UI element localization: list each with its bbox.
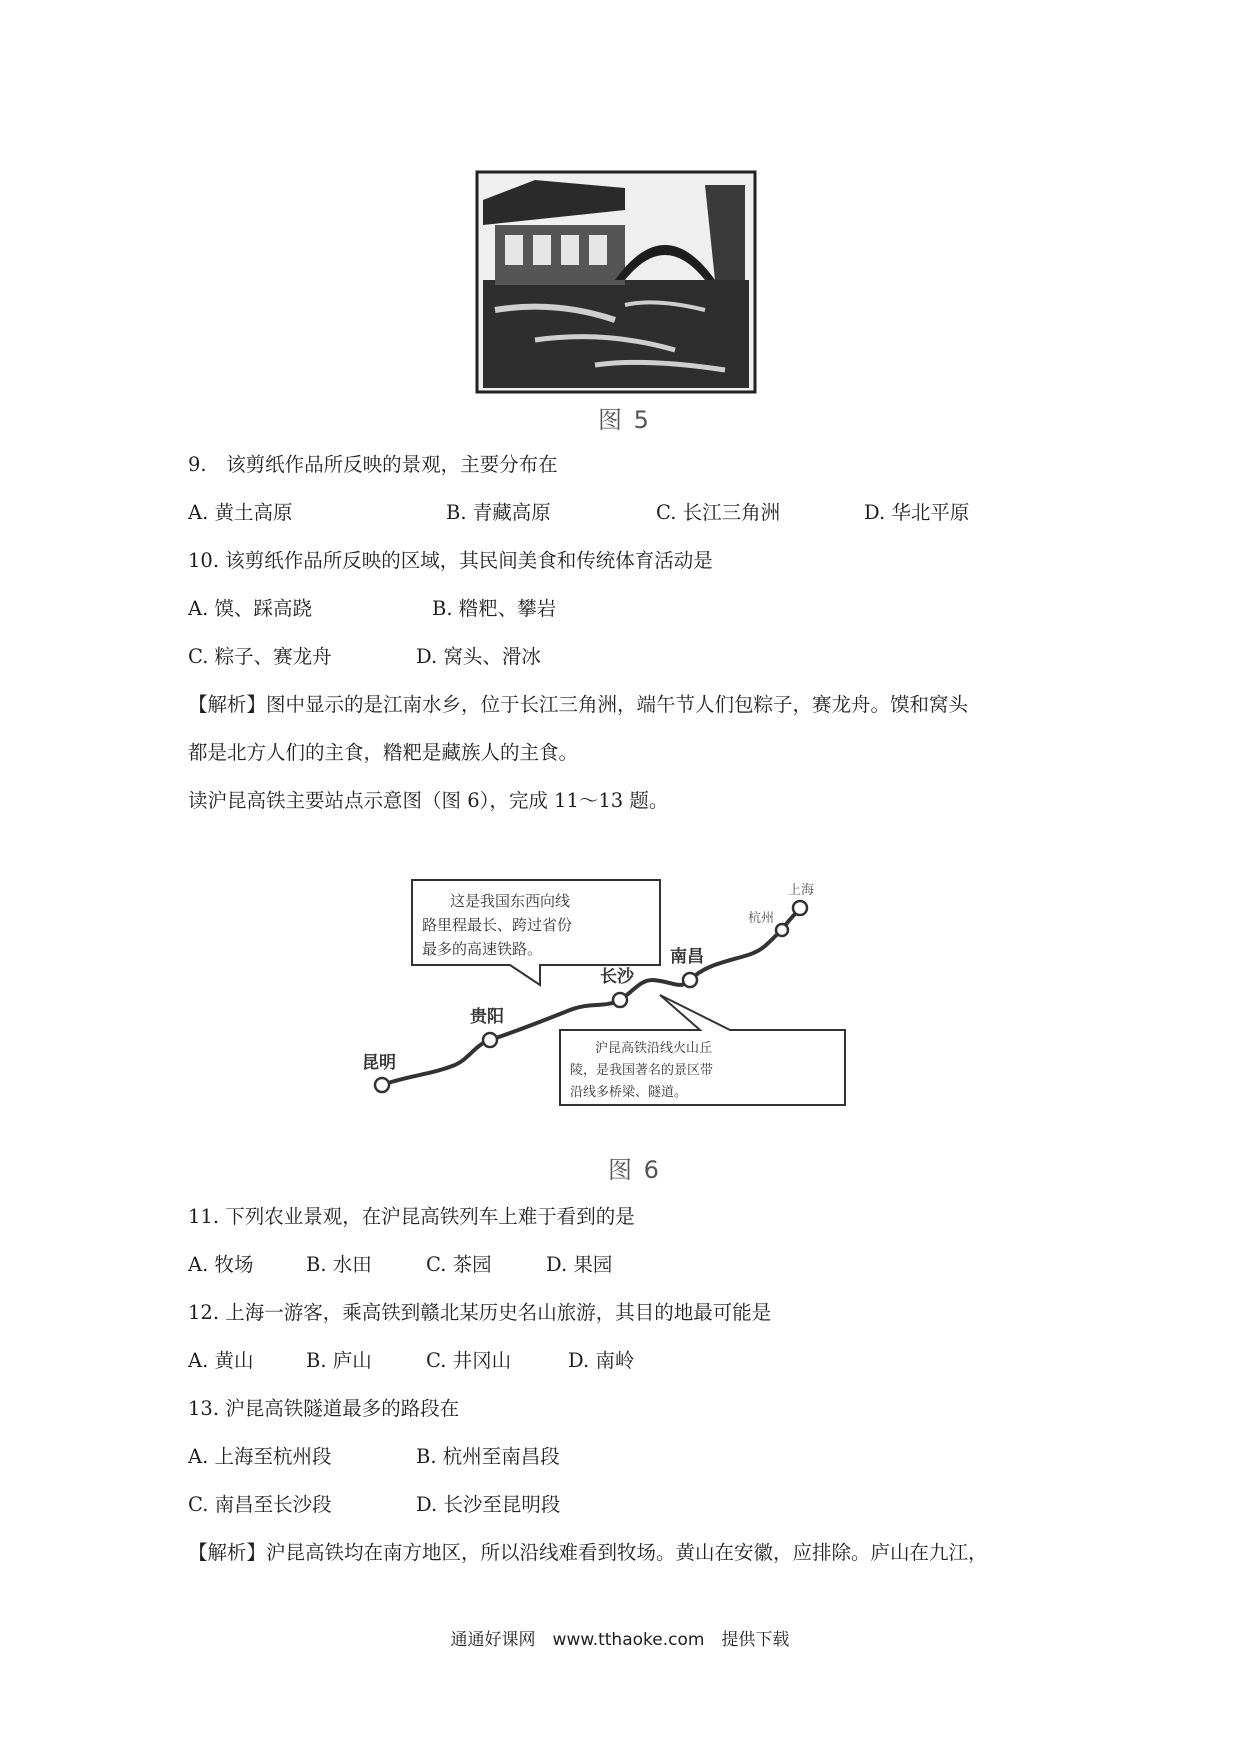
figure-6-caption: 图 6 bbox=[608, 1156, 661, 1184]
q10-option-a: A. 馍、踩高跷 bbox=[188, 597, 312, 620]
q13-option-a: A. 上海至杭州段 bbox=[188, 1445, 332, 1468]
q12-option-a: A. 黄山 bbox=[188, 1349, 254, 1372]
station-marker-kunming bbox=[375, 1078, 389, 1092]
q10-option-d: D. 窝头、滑冰 bbox=[416, 645, 541, 668]
q10-option-c: C. 粽子、赛龙舟 bbox=[188, 645, 332, 668]
station-label-hangzhou: 杭州 bbox=[748, 911, 775, 926]
station-marker-shanghai bbox=[793, 901, 807, 915]
q11-option-a: A. 牧场 bbox=[188, 1253, 254, 1276]
top-callout-line-2: 路里程最长、跨过省份 bbox=[422, 916, 573, 934]
q10-option-b: B. 糌粑、攀岩 bbox=[432, 597, 557, 620]
station-label-shanghai: 上海 bbox=[788, 883, 815, 898]
question-12-stem: 12. 上海一游客，乘高铁到赣北某历史名山旅游，其目的地最可能是 bbox=[188, 1301, 772, 1324]
station-label-kunming: 昆明 bbox=[362, 1053, 396, 1073]
q11-option-d: D. 果园 bbox=[546, 1253, 613, 1276]
figure-6-intro: 读沪昆高铁主要站点示意图（图 6），完成 11～13 题。 bbox=[188, 789, 669, 812]
question-13-stem: 13. 沪昆高铁隧道最多的路段在 bbox=[188, 1397, 460, 1420]
top-callout-line-3: 最多的高速铁路。 bbox=[422, 940, 543, 958]
bottom-callout-line-3: 沿线多桥梁、隧道。 bbox=[570, 1085, 688, 1100]
station-marker-guiyang bbox=[483, 1033, 497, 1047]
analysis-1-line-2: 都是北方人们的主食，糌粑是藏族人的主食。 bbox=[188, 741, 579, 764]
q12-option-b: B. 庐山 bbox=[306, 1349, 372, 1372]
figure-6-railway-map bbox=[362, 870, 870, 1150]
question-11-stem: 11. 下列农业景观，在沪昆高铁列车上难于看到的是 bbox=[188, 1205, 635, 1228]
q13-option-d: D. 长沙至昆明段 bbox=[416, 1493, 561, 1516]
question-10-stem: 10. 该剪纸作品所反映的区域，其民间美食和传统体育活动是 bbox=[188, 549, 713, 572]
q9-option-c: C. 长江三角洲 bbox=[656, 501, 781, 524]
q12-option-d: D. 南岭 bbox=[568, 1349, 635, 1372]
q11-option-b: B. 水田 bbox=[306, 1253, 372, 1276]
q13-option-b: B. 杭州至南昌段 bbox=[416, 1445, 560, 1468]
analysis-1-line-1: 【解析】图中显示的是江南水乡，位于长江三角洲，端午节人们包粽子，赛龙舟。馍和窝头 bbox=[188, 693, 969, 716]
station-marker-hangzhou bbox=[776, 924, 788, 936]
top-callout-line-1: 这是我国东西向线 bbox=[450, 892, 571, 910]
bottom-callout-line-1: 沪昆高铁沿线火山丘 bbox=[595, 1041, 713, 1056]
station-label-nanchang: 南昌 bbox=[670, 947, 704, 967]
question-9-stem: 9. 该剪纸作品所反映的景观，主要分布在 bbox=[188, 453, 558, 476]
station-marker-changsha bbox=[613, 993, 627, 1007]
q9-option-b: B. 青藏高原 bbox=[446, 501, 551, 524]
q9-option-d: D. 华北平原 bbox=[864, 501, 970, 524]
figure-5-papercut bbox=[475, 170, 757, 395]
station-label-guiyang: 贵阳 bbox=[470, 1007, 504, 1027]
bottom-callout-line-2: 陵，是我国著名的景区带 bbox=[570, 1063, 714, 1078]
station-marker-nanchang bbox=[683, 973, 697, 987]
q9-option-a: A. 黄土高原 bbox=[188, 501, 293, 524]
station-label-changsha: 长沙 bbox=[600, 967, 634, 987]
figure-5-caption: 图 5 bbox=[598, 406, 651, 434]
analysis-2-line-1: 【解析】沪昆高铁均在南方地区，所以沿线难看到牧场。黄山在安徽，应排除。庐山在九江， bbox=[188, 1541, 988, 1564]
page-footer: 通通好课网 www.tthaoke.com 提供下载 bbox=[450, 1630, 790, 1650]
q13-option-c: C. 南昌至长沙段 bbox=[188, 1493, 332, 1516]
q12-option-c: C. 井冈山 bbox=[426, 1349, 512, 1372]
q11-option-c: C. 茶园 bbox=[426, 1253, 492, 1276]
